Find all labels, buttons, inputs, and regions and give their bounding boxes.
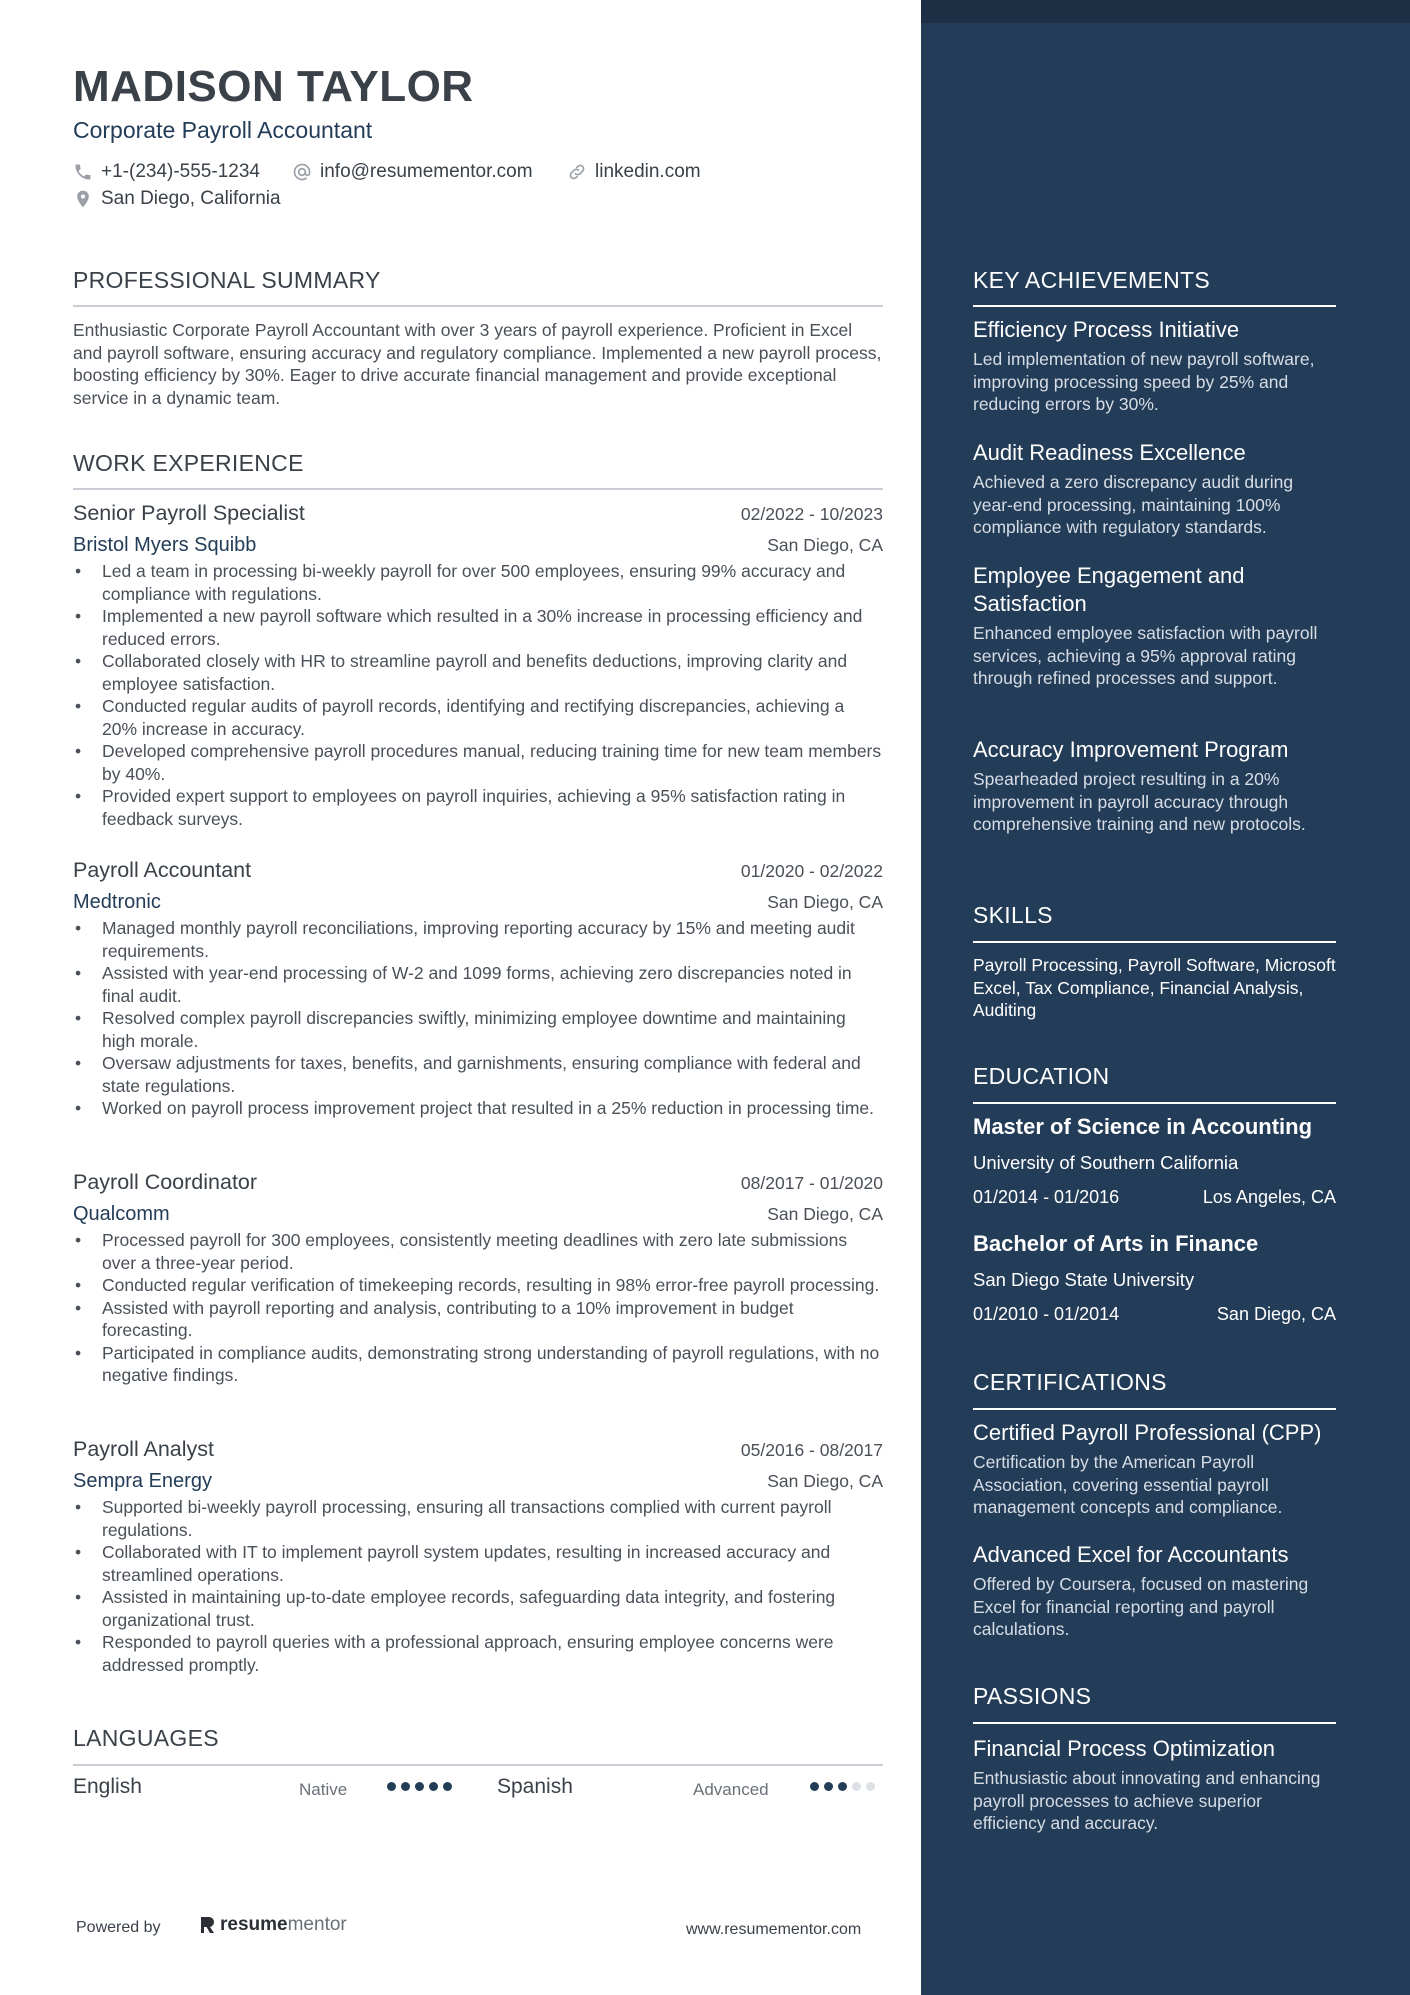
location-text: San Diego, California <box>101 188 281 209</box>
job-bullet: • Assisted in maintaining up-to-date employee records, safeguarding data integrity, and fostering organizational trust. <box>73 1586 883 1631</box>
link-icon <box>567 162 587 182</box>
skills-text: Payroll Processing, Payroll Software, Microsoft Excel, Tax Compliance, Financial Analysis, Auditing <box>973 955 1336 1020</box>
education-divider <box>973 1102 1336 1104</box>
achievements-divider <box>973 305 1336 307</box>
contact-phone[interactable] <box>73 161 260 183</box>
certifications-divider <box>973 1408 1336 1410</box>
rating-dot <box>838 1782 847 1791</box>
candidate-role: Corporate Payroll Accountant <box>73 117 373 143</box>
achievement-text: Enhanced employee satisfaction with payroll services, achieving a 95% approval rating through refined processes and support. <box>973 623 1318 688</box>
rating-dot-empty <box>852 1782 861 1791</box>
job-bullet: • Supported bi-weekly payroll processing, ensuring all transactions complied with current payroll regulations. <box>73 1496 883 1541</box>
achievement-text: Spearheaded project resulting in a 20% improvement in payroll accuracy through comprehensive training and new protocols. <box>973 769 1306 834</box>
language-level: Native <box>299 1780 348 1799</box>
achievement-title: Employee Engagement and Satisfaction <box>973 563 1245 616</box>
job-entry <box>73 1170 883 1387</box>
languages-divider <box>73 1764 883 1766</box>
achievement-text: Led implementation of new payroll software, improving processing speed by 25% and reducing errors by 30%. <box>973 349 1315 414</box>
job-dates: 01/2020 - 02/2022 <box>740 861 883 881</box>
job-bullet: • Resolved complex payroll discrepancies swiftly, minimizing employee downtime and maintaining high morale. <box>73 1007 883 1052</box>
job-company: Medtronic <box>73 891 161 913</box>
passion-text: Enthusiastic about innovating and enhancing payroll processes to achieve superior efficiency and accuracy. <box>973 1768 1321 1833</box>
achievement-title: Accuracy Improvement Program <box>973 737 1289 762</box>
contact-email[interactable] <box>292 161 533 183</box>
rating-dot <box>387 1782 396 1791</box>
resumementor-logo-icon <box>199 1915 215 1935</box>
passion-title: Financial Process Optimization <box>973 1736 1276 1761</box>
passion-item <box>973 1735 1336 1835</box>
logo-text-bold: resume <box>220 1914 288 1935</box>
job-location: San Diego, CA <box>767 1471 883 1491</box>
certification-item <box>973 1419 1336 1519</box>
job-bullet: • Developed comprehensive payroll procedures manual, reducing training time for new team members by 40%. <box>73 740 883 785</box>
job-entry <box>73 1437 883 1676</box>
achievement-item <box>973 439 1336 539</box>
job-bullet: • Participated in compliance audits, demonstrating strong understanding of payroll regulations, with no negative findings. <box>73 1342 883 1387</box>
education-degree: Master of Science in Accounting <box>973 1114 1313 1139</box>
experience-heading: WORK EXPERIENCE <box>73 450 304 476</box>
job-title: Payroll Analyst <box>73 1437 215 1461</box>
certification-text: Certification by the American Payroll Association, covering essential payroll management concepts and compliance. <box>973 1452 1283 1517</box>
skills-divider <box>973 941 1336 943</box>
achievement-title: Audit Readiness Excellence <box>973 440 1246 465</box>
summary-divider <box>73 305 883 307</box>
language-name: Spanish <box>497 1775 573 1798</box>
education-item <box>973 1114 1336 1208</box>
experience-divider <box>73 488 883 490</box>
job-title: Payroll Coordinator <box>73 1170 258 1194</box>
job-entry <box>73 501 883 830</box>
candidate-name: MADISON TAYLOR <box>73 62 474 111</box>
job-bullet: • Collaborated with IT to implement payroll system updates, resulting in increased accuracy and streamlined operations. <box>73 1541 883 1586</box>
education-dates: 01/2014 - 01/2016 <box>973 1187 1120 1207</box>
job-dates: 02/2022 - 10/2023 <box>740 504 883 524</box>
rating-dot <box>401 1782 410 1791</box>
powered-by-label: Powered by <box>76 1919 161 1936</box>
job-bullet: • Collaborated closely with HR to streamline payroll and benefits deductions, improving clarity and employee satisfaction. <box>73 650 883 695</box>
resumementor-logo[interactable] <box>199 1914 347 1936</box>
education-school: University of Southern California <box>973 1152 1239 1173</box>
contact-location <box>73 188 281 210</box>
language-rating <box>387 1782 452 1791</box>
certification-text: Offered by Coursera, focused on mastering Excel for financial reporting and payroll calculations. <box>973 1574 1309 1639</box>
rating-dot <box>429 1782 438 1791</box>
language-rating <box>810 1782 875 1791</box>
job-bullet: • Implemented a new payroll software which resulted in a 30% increase in processing efficiency and reduced errors. <box>73 605 883 650</box>
job-bullets <box>73 560 883 830</box>
achievement-item <box>973 562 1336 690</box>
job-bullet: • Assisted with payroll reporting and analysis, contributing to a 10% improvement in budget forecasting. <box>73 1297 883 1342</box>
summary-heading: PROFESSIONAL SUMMARY <box>73 267 381 293</box>
education-location: Los Angeles, CA <box>1202 1187 1336 1207</box>
job-bullet: • Managed monthly payroll reconciliations, improving reporting accuracy by 15% and meeting audit requirements. <box>73 917 883 962</box>
sidebar-top-strip <box>921 0 1410 23</box>
rating-dot <box>810 1782 819 1791</box>
language-level: Advanced <box>693 1780 769 1799</box>
education-heading: EDUCATION <box>973 1063 1110 1089</box>
job-bullet: • Worked on payroll process improvement project that resulted in a 25% reduction in processing time. <box>73 1097 883 1120</box>
job-bullet: • Conducted regular audits of payroll records, identifying and rectifying discrepancies, achieving a 20% increase in accuracy. <box>73 695 883 740</box>
achievement-text: Achieved a zero discrepancy audit during year-end processing, maintaining 100% compliance with regulatory standards. <box>973 472 1294 537</box>
job-bullet: • Conducted regular verification of timekeeping records, resulting in 98% error-free payroll processing. <box>73 1274 883 1297</box>
education-school: San Diego State University <box>973 1269 1195 1290</box>
rating-dot <box>415 1782 424 1791</box>
linkedin-text: linkedin.com <box>595 161 701 182</box>
certification-item <box>973 1541 1336 1641</box>
rating-dot <box>443 1782 452 1791</box>
footer-url[interactable]: www.resumementor.com <box>686 1921 862 1938</box>
summary-text: Enthusiastic Corporate Payroll Accountant with over 3 years of payroll experience. Proficient in Excel and payroll software, ensuring accuracy and regulatory compliance. Implemented a new payroll process, boosting efficiency by 30%. Eager to drive accurate financial management and provide exceptional service in a dynamic team. <box>73 320 882 408</box>
certifications-heading: CERTIFICATIONS <box>973 1369 1167 1395</box>
job-company: Bristol Myers Squibb <box>73 534 257 556</box>
contact-linkedin[interactable] <box>567 161 701 183</box>
job-bullets <box>73 1496 883 1676</box>
achievement-title: Efficiency Process Initiative <box>973 317 1240 342</box>
certification-title: Certified Payroll Professional (CPP) <box>973 1420 1322 1445</box>
education-degree: Bachelor of Arts in Finance <box>973 1231 1259 1256</box>
achievements-heading: KEY ACHIEVEMENTS <box>973 267 1211 293</box>
job-bullet: • Assisted with year-end processing of W-2 and 1099 forms, achieving zero discrepancies noted in final audit. <box>73 962 883 1007</box>
logo-text-light: mentor <box>287 1914 347 1935</box>
job-bullet: • Responded to payroll queries with a professional approach, ensuring employee concerns were addressed promptly. <box>73 1631 883 1676</box>
languages-heading: LANGUAGES <box>73 1725 219 1751</box>
at-icon <box>292 162 312 182</box>
education-dates: 01/2010 - 01/2014 <box>973 1304 1120 1324</box>
email-text: info@resumementor.com <box>320 161 533 182</box>
job-dates: 05/2016 - 08/2017 <box>740 1440 883 1460</box>
location-pin-icon <box>73 189 93 209</box>
phone-text: +1-(234)-555-1234 <box>101 161 260 182</box>
job-company: Qualcomm <box>73 1203 170 1225</box>
job-bullet: • Led a team in processing bi-weekly payroll for over 500 employees, ensuring 99% accuracy and compliance with regulations. <box>73 560 883 605</box>
job-location: San Diego, CA <box>767 535 883 555</box>
skills-heading: SKILLS <box>973 902 1053 928</box>
passions-divider <box>973 1722 1336 1724</box>
job-dates: 08/2017 - 01/2020 <box>740 1173 883 1193</box>
achievement-item <box>973 736 1336 836</box>
language-name: English <box>73 1775 142 1798</box>
job-bullet: • Oversaw adjustments for taxes, benefits, and garnishments, ensuring compliance with federal and state regulations. <box>73 1052 883 1097</box>
job-title: Senior Payroll Specialist <box>73 501 305 525</box>
achievement-item <box>973 316 1336 416</box>
job-bullets <box>73 1229 883 1387</box>
job-location: San Diego, CA <box>767 892 883 912</box>
job-company: Sempra Energy <box>73 1470 212 1492</box>
education-item <box>973 1231 1336 1325</box>
certification-title: Advanced Excel for Accountants <box>973 1542 1289 1567</box>
rating-dot-empty <box>866 1782 875 1791</box>
job-location: San Diego, CA <box>767 1204 883 1224</box>
job-bullets <box>73 917 883 1120</box>
passions-heading: PASSIONS <box>973 1683 1092 1709</box>
job-title: Payroll Accountant <box>73 858 252 882</box>
job-entry <box>73 858 883 1120</box>
job-bullet: • Provided expert support to employees on payroll inquiries, achieving a 95% satisfaction rating in feedback surveys. <box>73 785 883 830</box>
education-location: San Diego, CA <box>1216 1304 1336 1324</box>
phone-icon <box>73 162 93 182</box>
job-bullet: • Processed payroll for 300 employees, consistently meeting deadlines with zero late submissions over a three-year period. <box>73 1229 883 1274</box>
rating-dot <box>824 1782 833 1791</box>
